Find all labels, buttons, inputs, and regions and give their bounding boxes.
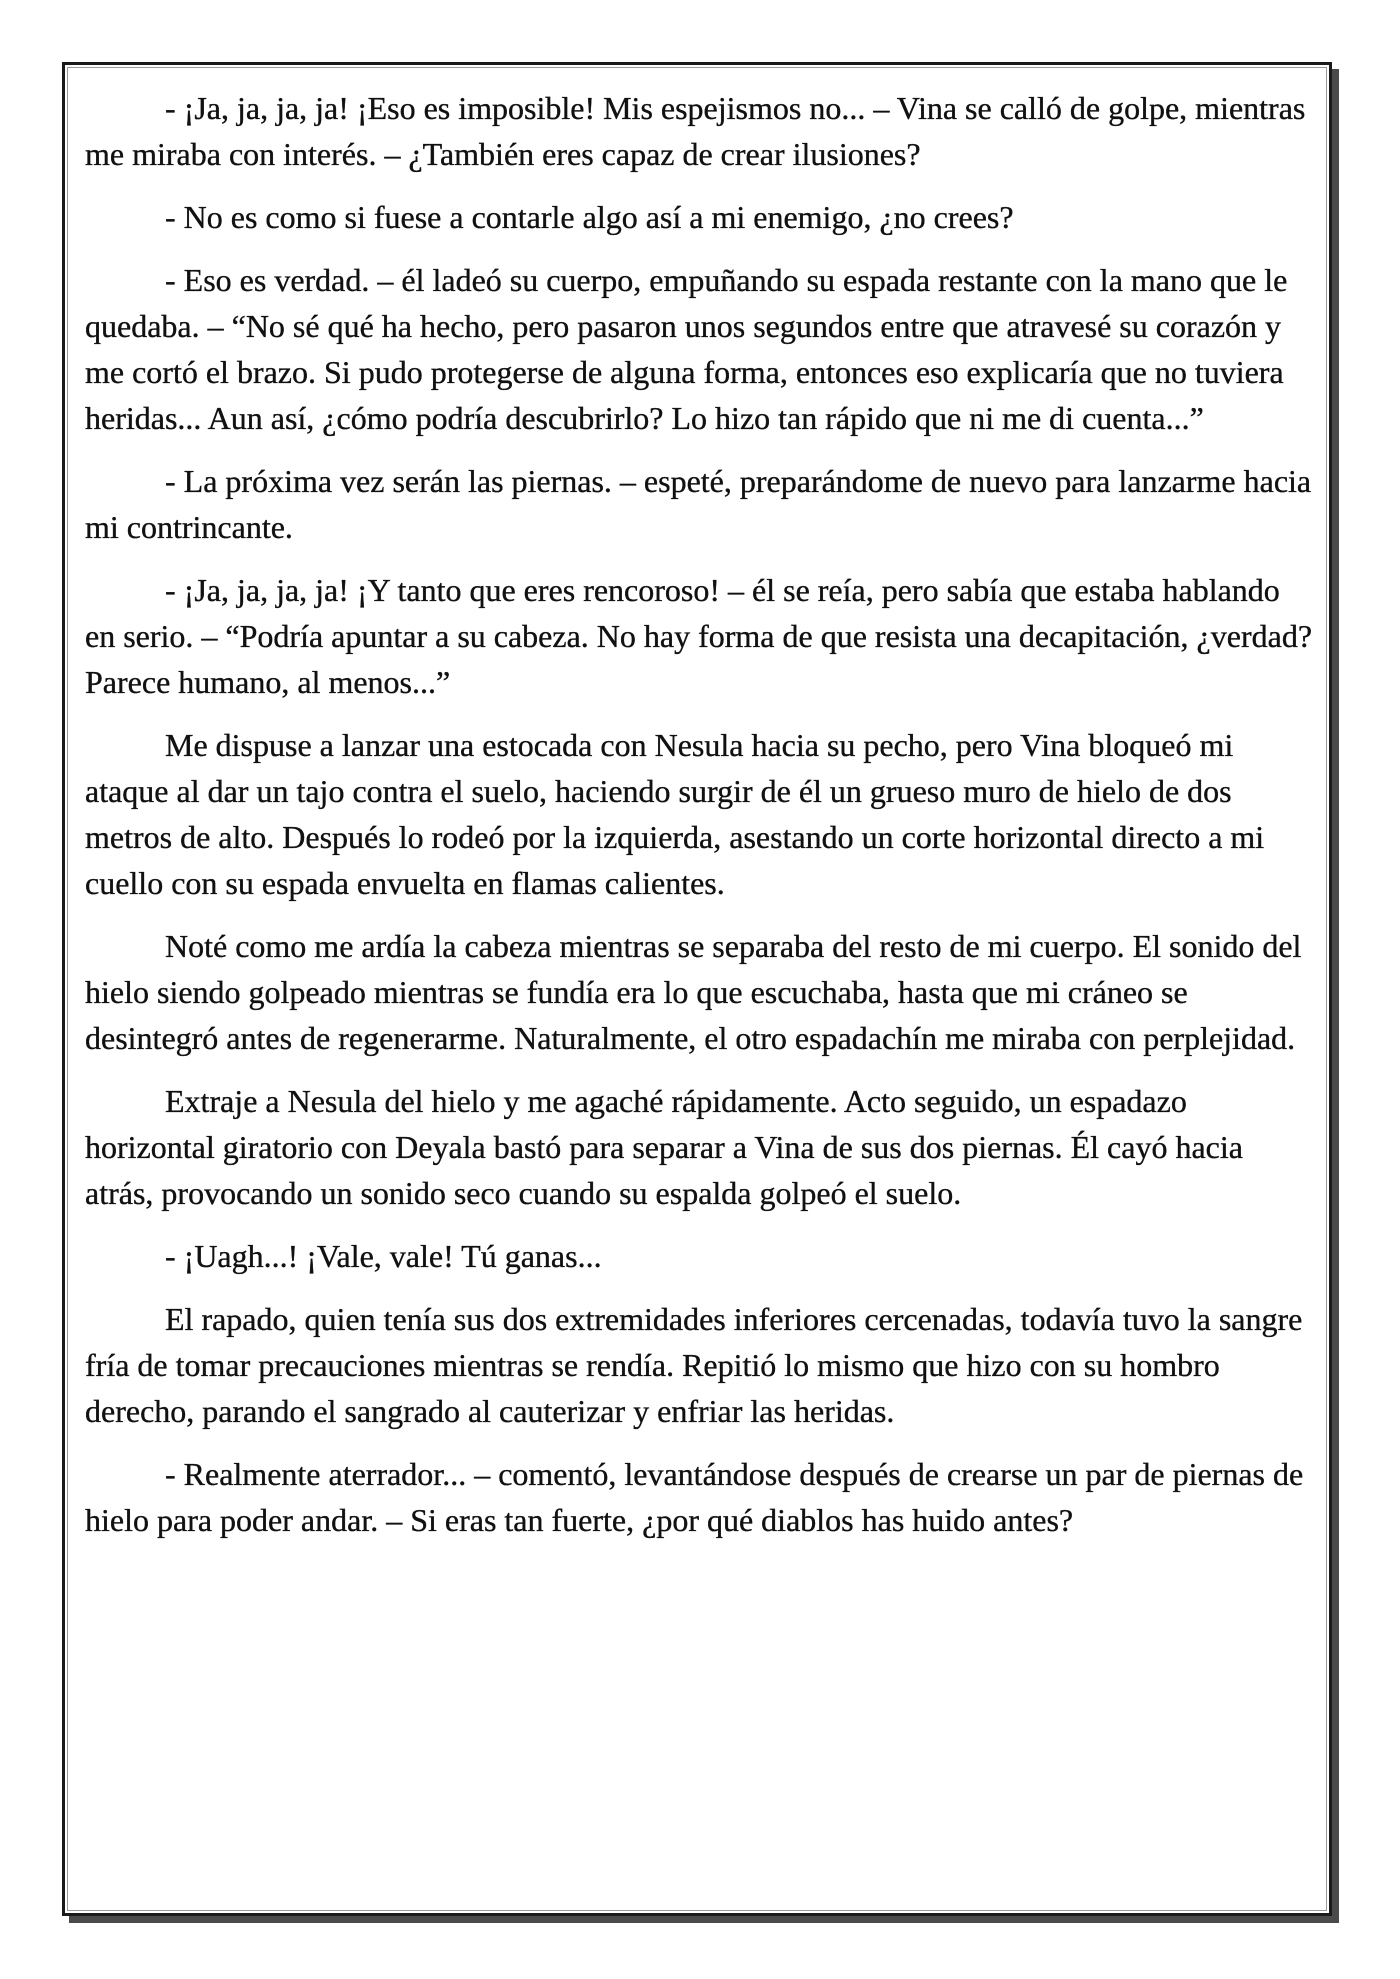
paragraph: Noté como me ardía la cabeza mientras se separaba del resto de mi cuerpo. El sonido del hielo siendo golpeado mientras se fundía era lo que escuchaba, hasta que mi cráneo se desintegró antes de regenerarme. Naturalmente, el otro espadachín me miraba con perplejidad. (85, 928, 1302, 1056)
paragraph: Me dispuse a lanzar una estocada con Nesula hacia su pecho, pero Vina bloqueó mi ataque al dar un tajo contra el suelo, haciendo surgir de él un grueso muro de hielo de dos metros de alto. Después lo rodeó por la izquierda, asestando un corte horizontal directo a mi cuello con su espada envuelta en flamas calientes. (85, 727, 1265, 901)
paragraph: Extraje a Nesula del hielo y me agaché rápidamente. Acto seguido, un espadazo horizontal giratorio con Deyala bastó para separar a Vina de sus dos piernas. Él cayó hacia atrás, provocando un sonido seco cuando su espalda golpeó el suelo. (85, 1083, 1243, 1211)
paragraph: - No es como si fuese a contarle algo así a mi enemigo, ¿no crees? (165, 199, 1014, 235)
paragraph: - Eso es verdad. – él ladeó su cuerpo, empuñando su espada restante con la mano que le quedaba. – “No sé qué ha hecho, pero pasaron unos segundos entre que atravesé su corazón y me cortó el brazo. Si pudo protegerse de alguna forma, entonces eso explicaría que no tuviera heridas... Aun así, ¿cómo podría descubrirlo? Lo hizo tan rápido que ni me di cuenta...” (85, 262, 1288, 436)
page-frame (62, 62, 1332, 1916)
paragraph: - ¡Ja, ja, ja, ja! ¡Y tanto que eres rencoroso! – él se reía, pero sabía que estaba hablando en serio. – “Podría apuntar a su cabeza. No hay forma de que resista una decapitación, ¿verdad? Parece humano, al menos...” (85, 572, 1313, 700)
paragraph: - ¡Ja, ja, ja, ja! ¡Eso es imposible! Mis espejismos no... – Vina se calló de golpe, mientras me miraba con interés. – ¿También eres capaz de crear ilusiones? (85, 90, 1306, 172)
text-body (85, 85, 1313, 1560)
paragraph: El rapado, quien tenía sus dos extremidades inferiores cercenadas, todavía tuvo la sangre fría de tomar precauciones mientras se rendía. Repitió lo mismo que hizo con su hombro derecho, parando el sangrado al cauterizar y enfriar las heridas. (85, 1301, 1303, 1429)
paragraph: - ¡Uagh...! ¡Vale, vale! Tú ganas... (165, 1238, 602, 1274)
paragraph: - Realmente aterrador... – comentó, levantándose después de crearse un par de piernas de hielo para poder andar. – Si eras tan fuerte, ¿por qué diablos has huido antes? (85, 1456, 1304, 1538)
paragraph: - La próxima vez serán las piernas. – espeté, preparándome de nuevo para lanzarme hacia mi contrincante. (85, 463, 1312, 545)
